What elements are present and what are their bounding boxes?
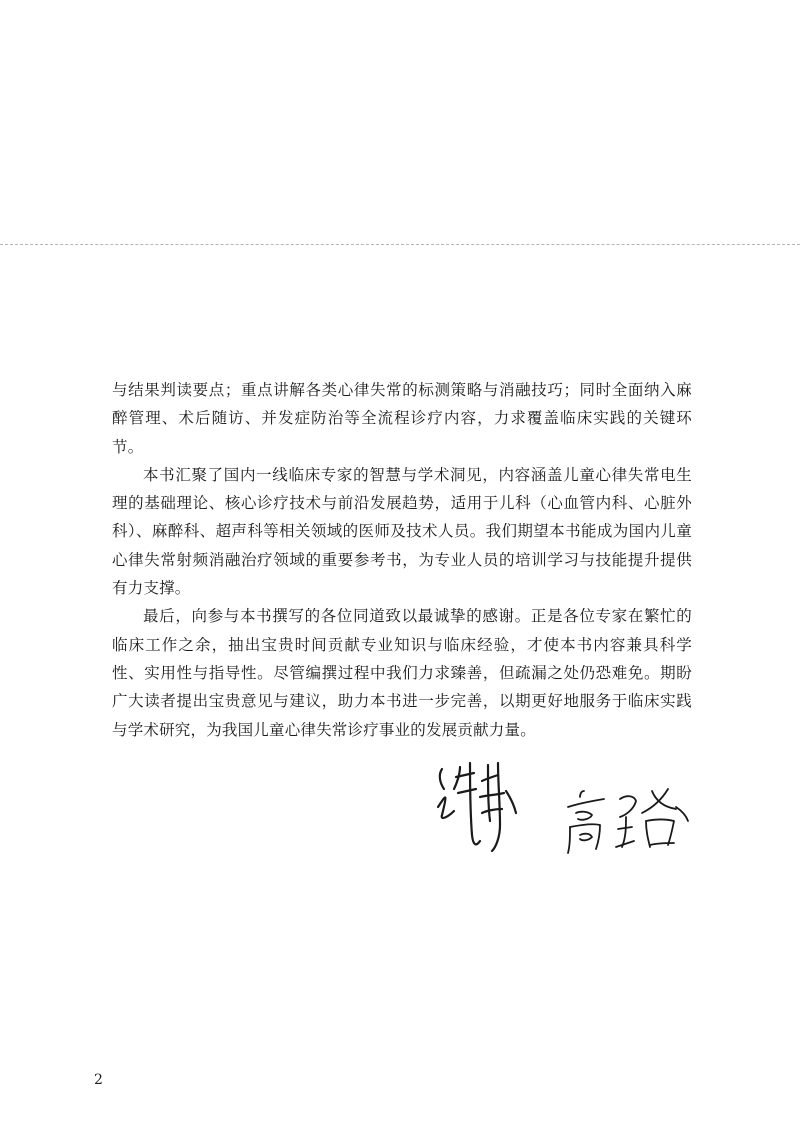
page-number: 2 bbox=[94, 1072, 103, 1088]
preface-body bbox=[112, 376, 692, 744]
signature-second-name bbox=[568, 789, 688, 853]
paragraph-1: 与结果判读要点；重点讲解各类心律失常的标测策略与消融技巧；同时全面纳入麻醉管理、术后随访、并发症防治等全流程诊疗内容，力求覆盖临床实践的关键环节。 bbox=[112, 381, 692, 456]
top-margin-area bbox=[0, 0, 800, 244]
signature-first-name bbox=[438, 763, 516, 851]
paragraph-2: 本书汇聚了国内一线临床专家的智慧与学术洞见，内容涵盖儿童心律失常电生理的基础理论、核心诊疗技术与前沿发展趋势，适用于儿科（心血管内科、心脏外科）、麻醉科、超声科等相关领域的医师及技术人员。我们期望本书能成为国内儿童心律失常射频消融治疗领域的重要参考书，为专业人员的培训学习与技能提升提供有力支撑。 bbox=[112, 465, 692, 598]
page-separator bbox=[0, 244, 800, 245]
handwritten-signature bbox=[430, 755, 700, 865]
paragraph-3: 最后，向参与本书撰写的各位同道致以最诚挚的感谢。正是各位专家在繁忙的临床工作之余，抽出宝贵时间贡献专业知识与临床经验，才使本书内容兼具科学性、实用性与指导性。尽管编撰过程中我们力求臻善，但疏漏之处仍恐难免。期盼广大读者提出宝贵意见与建议，助力本书进一步完善，以期更好地服务于临床实践与学术研究，为我国儿童心律失常诊疗事业的发展贡献力量。 bbox=[112, 607, 692, 739]
